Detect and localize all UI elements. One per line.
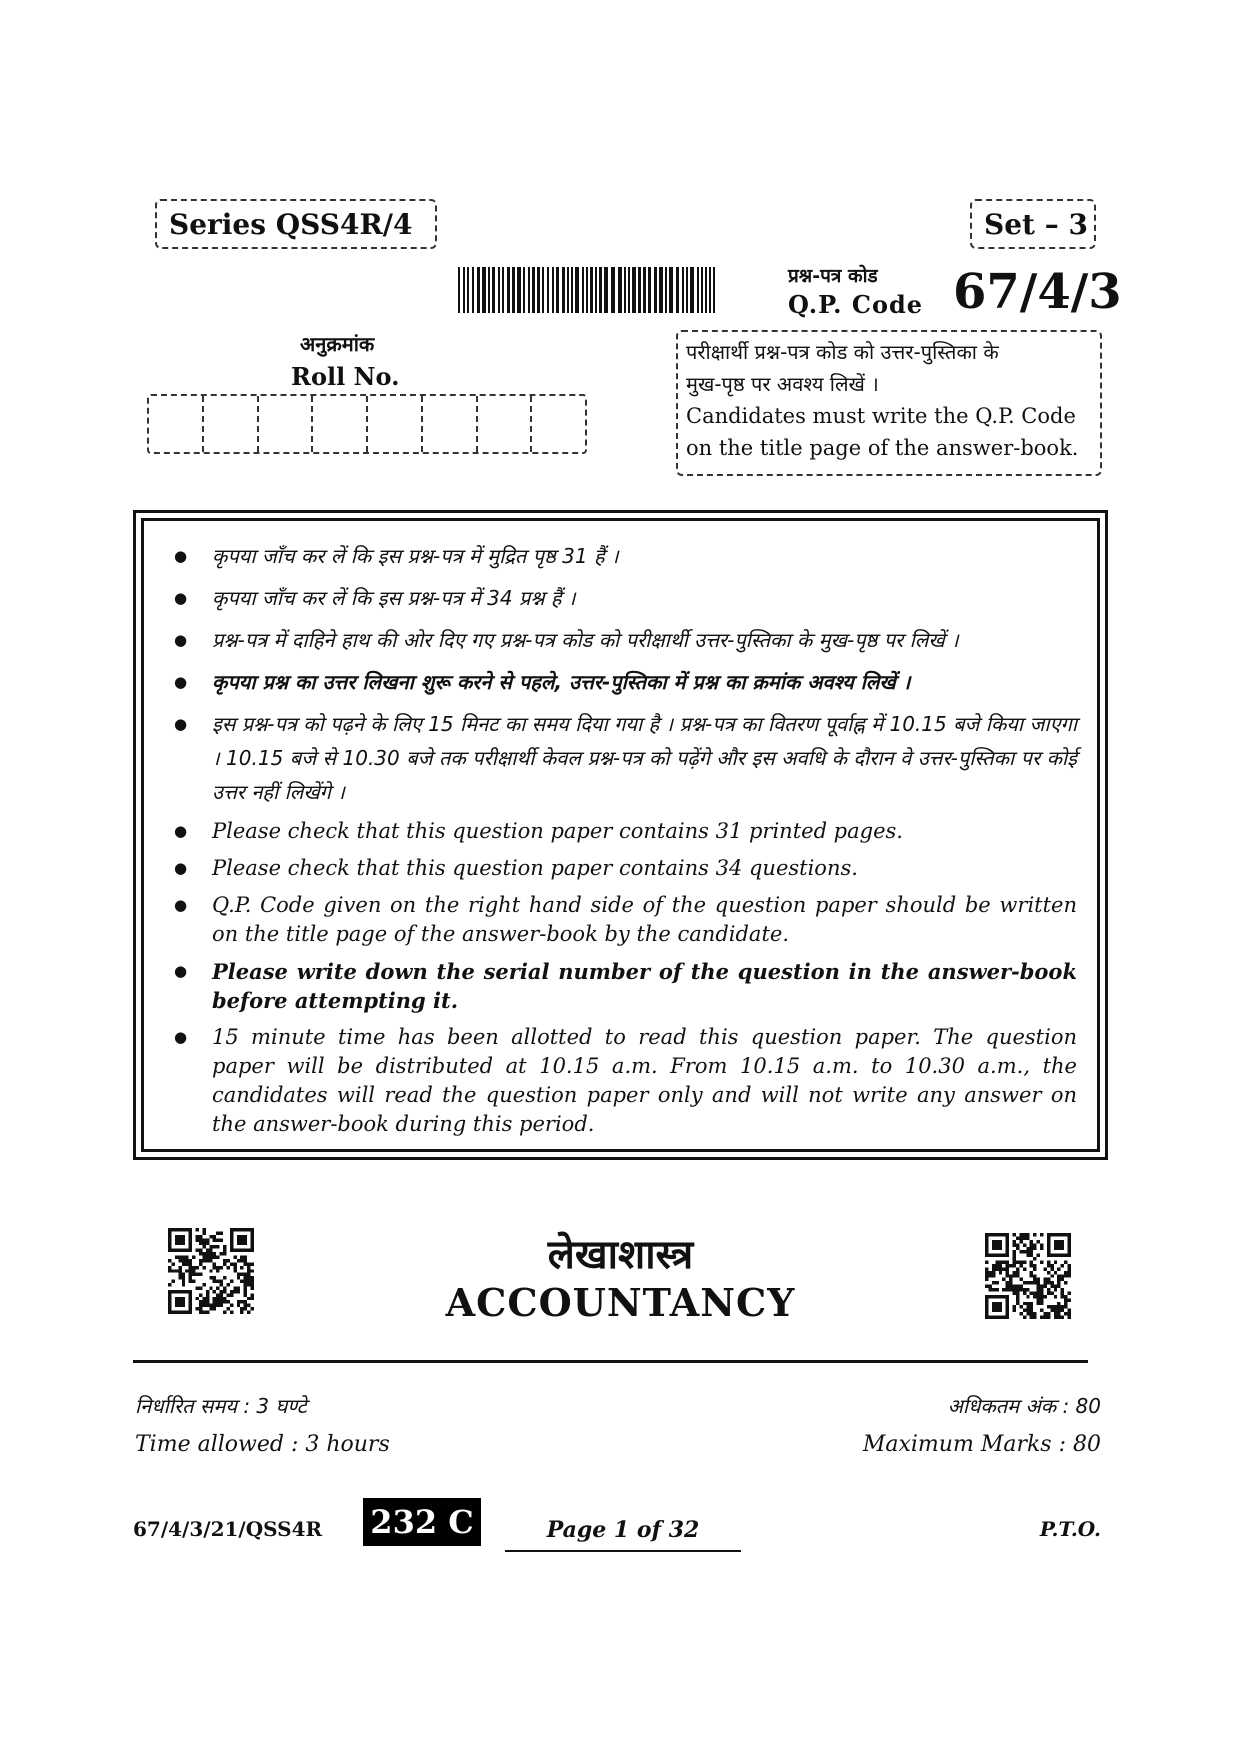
qp-code-label-hi: प्रश्न-पत्र कोड [788,265,878,287]
page-number-underline [505,1550,741,1552]
roll-number-box[interactable] [204,396,259,452]
notice-en-line-2: on the title page of the answer-book. [686,436,1079,460]
roll-number-box[interactable] [532,396,585,452]
roll-number-box[interactable] [478,396,533,452]
qp-code-notice [676,330,1102,476]
roll-label-en: Roll No. [291,362,400,391]
divider [133,1360,1088,1363]
subject-title-hi: लेखाशास्त्र [547,1232,694,1278]
subject-title-en: ACCOUNTANCY [445,1280,796,1325]
qp-code-label-en: Q.P. Code [788,290,924,319]
roll-number-boxes [147,394,587,454]
roll-number-box[interactable] [368,396,423,452]
barcode-icon [458,267,716,313]
roll-number-box[interactable] [149,396,204,452]
instruction-item: ● Please write down the serial number of the question in the answer-book before attempting it. [168,957,1077,1015]
instruction-item: ● इस प्रश्न-पत्र को पढ़ने के लिए 15 मिनट का समय दिया गया है । प्रश्न-पत्र का वितरण पूर्वाह्न में 10.15 बजे किया जाएगा । 10.15 बजे से 10.30 बजे तक परीक्षार्थी केवल प्रश्न-पत्र को पढ़ेंगे और इस अवधि के दौरान वे उत्तर-पुस्तिका पर कोई उत्तर नहीं लिखेंगे । [168,707,1077,809]
paper-code: 67/4/3/21/QSS4R [133,1517,323,1541]
qp-code-block [788,262,1122,322]
max-marks-en: Maximum Marks : 80 [862,1432,1101,1457]
series-label: Series QSS4R/4 [155,199,437,249]
roll-number-box[interactable] [423,396,478,452]
roll-number-box[interactable] [259,396,314,452]
instruction-item: ● कृपया जाँच कर लें कि इस प्रश्न-पत्र में मुद्रित पृष्ठ 31 हैं । [168,539,1077,573]
page-number: Page 1 of 32 [546,1517,700,1543]
qr-code-icon [985,1233,1071,1319]
set-label: Set – 3 [970,199,1096,249]
max-marks-hi: अधिकतम अंक : 80 [947,1394,1101,1418]
instruction-item: ● Please check that this question paper contains 34 questions. [168,854,1077,883]
qp-code-value: 67/4/3 [953,264,1122,320]
instruction-item: ● कृपया प्रश्न का उत्तर लिखना शुरू करने से पहले, उत्तर-पुस्तिका में प्रश्न का क्रमांक अवश्य लिखें । [168,665,1077,699]
instruction-item: ● Please check that this question paper contains 31 printed pages. [168,817,1077,846]
instructions-list [168,539,1077,1139]
instruction-item: ● कृपया जाँच कर लें कि इस प्रश्न-पत्र में 34 प्रश्न हैं । [168,581,1077,615]
time-allowed-en: Time allowed : 3 hours [135,1432,390,1457]
notice-hi-line-1: परीक्षार्थी प्रश्न-पत्र कोड को उत्तर-पुस्तिका के [686,340,999,364]
roll-label-hi: अनुक्रमांक [300,332,375,356]
pto-label: P.T.O. [1039,1517,1101,1541]
instruction-item: ● प्रश्न-पत्र में दाहिने हाथ की ओर दिए गए प्रश्न-पत्र कोड को परीक्षार्थी उत्तर-पुस्तिका के मुख-पृष्ठ पर लिखें । [168,623,1077,657]
instruction-item: ● Q.P. Code given on the right hand side of the question paper should be written on the title page of the answer-book by the candidate. [168,891,1077,949]
notice-en-line-1: Candidates must write the Q.P. Code [686,404,1076,428]
roll-number-box[interactable] [313,396,368,452]
time-allowed-hi: निर्धारित समय : 3 घण्टे [135,1394,307,1418]
paper-badge: 232 C [363,1498,481,1546]
instructions-box [133,510,1108,1160]
instruction-item: ● 15 minute time has been allotted to read this question paper. The question paper will be distributed at 10.15 a.m. From 10.15 a.m. to 10.30 a.m., the candidates will read the question paper only and will not write any answer on the answer-book during this period. [168,1023,1077,1139]
notice-hi-line-2: मुख-पृष्ठ पर अवश्य लिखें । [686,372,879,396]
